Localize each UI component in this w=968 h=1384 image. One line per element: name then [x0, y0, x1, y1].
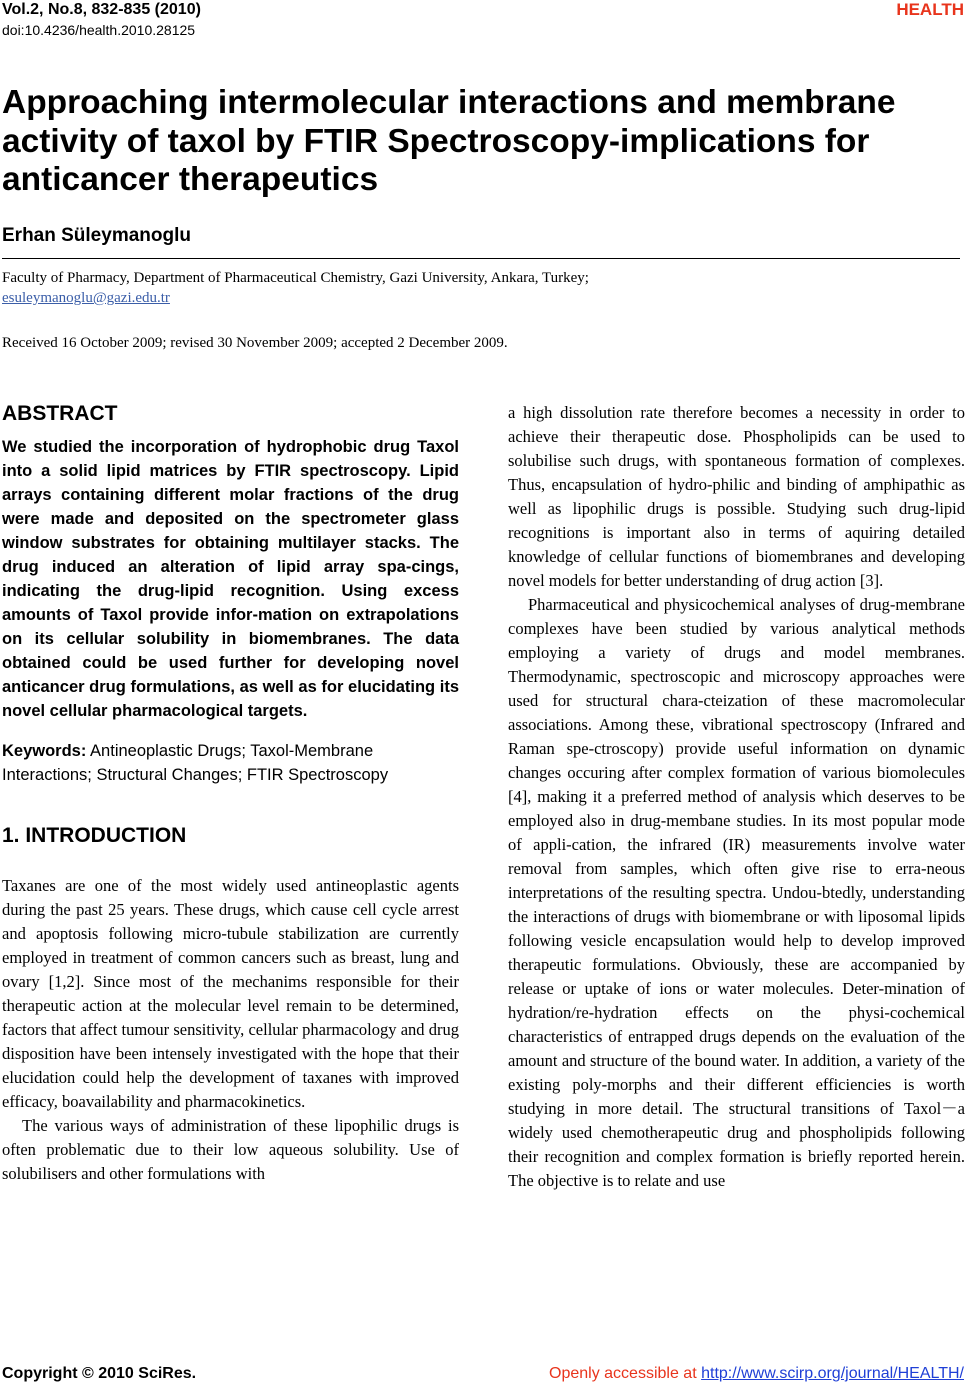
keywords-list: Antineoplastic Drugs; Taxol-Membrane Interactions; Structural Changes; FTIR Spectroscopy: [2, 742, 389, 784]
intro-paragraph-3: Pharmaceutical and physicochemical analyses of drug-membrane complexes have been studied by various analytical methods employing a variety of drugs and model membranes. Thermodynamic, spectroscopic and microscopy approaches were used for structural chara-cteization of these macromolecular associations. Among these, vibrational spectroscopy (Infrared and Raman spe-ctroscopy) provide useful information on dynamic changes occuring after complex formation of various biomolecules [4], making it a preferred method of analysis which deserves to be employed also in drug-membane studies. In its most popular mode of appli-cation, the infrared (IR) measurements involve water removal from samples, which often give rise to erra-neous interpretations of the resulting spectra. Undou-btedly, understanding the interactions of drugs with biomembrane or with liposomal lipids following vesicle encapsulation would help to develop improved therapeutic formulations. Obviously, these are accompanied by release or uptake of ions or water molecules. Deter-mination of hydration/re-hydration effects on the physi-cochemical characteristics of entrapped drugs depends on the evaluation of the amount and structure of the bound water. In addition, a variety of the existing poly-morphs and their different efficiencies is worth studying in more detail. The structural transitions of Taxol－a widely used chemotherapeutic drug and phospholipids following their recognition and complex formation is briefly reported herein. The objective is to relate and use: [508, 595, 965, 1190]
journal-url-link[interactable]: http://www.scirp.org/journal/HEALTH/: [701, 1365, 964, 1382]
keywords-label: Keywords:: [2, 742, 87, 760]
article-dates: Received 16 October 2009; revised 30 November 2009; accepted 2 December 2009.: [2, 335, 508, 351]
introduction-heading: 1. INTRODUCTION: [2, 824, 187, 847]
access-text: Openly accessible at: [549, 1365, 702, 1382]
header-divider: [2, 258, 960, 259]
intro-paragraph-2: The various ways of administration of these lipophilic drugs is often problematic due to their low aqueous solubility. Use of solubilisers and other formulations with: [2, 1116, 459, 1183]
keywords: [2, 739, 459, 787]
volume-info: Vol.2, No.8, 832-835 (2010): [2, 1, 201, 18]
doi: doi:10.4236/health.2010.28125: [2, 22, 196, 38]
author-email-link[interactable]: esuleymanoglu@gazi.edu.tr: [2, 290, 170, 306]
affiliation: Faculty of Pharmacy, Department of Pharmaceutical Chemistry, Gazi University, Ankara, Turkey;: [2, 270, 589, 286]
author-name: Erhan Süleymanoglu: [2, 225, 191, 246]
abstract-heading: ABSTRACT: [2, 402, 118, 425]
copyright: Copyright © 2010 SciRes.: [2, 1365, 197, 1382]
intro-paragraph-1: Taxanes are one of the most widely used antineoplastic agents during the past 25 years. These drugs, which cause cell cycle arrest and apoptosis following micro-tubule stabilization are currently employed in treatment of common cancers such as breast, lung and ovary [1,2]. Since most of the mechanims responsible for their therapeutic action at the molecular level remain to be determined, factors that affect tumour sensitivity, cellular pharmacology and drug disposition have been intensely investigated with the hope that their elucidation could help the development of taxanes with improved efficacy, boavailability and pharmacokinetics.: [2, 876, 459, 1111]
access-notice: [549, 1364, 964, 1384]
abstract-body: We studied the incorporation of hydrophobic drug Taxol into a solid lipid matrices by FTIR spectroscopy. Lipid arrays containing different molar fractions of the drug were made and deposited on the spectrometer glass window substrates for obtaining multilayer stacks. The drug induced an alteration of lipid array spa-cings, indicating the drug-lipid recognition. Using excess amounts of Taxol provide infor-mation on extrapolations on its cellular solubility in biomembranes. The data obtained could be used further for developing novel anticancer drug formulations, as well as for elucidating its novel cellular pharmacological targets.: [2, 438, 459, 720]
journal-name: HEALTH: [896, 0, 964, 19]
intro-paragraph-2-continued: a high dissolution rate therefore becomes a necessity in order to achieve their therapeutic dose. Phospholipids can be used to solubilise such drugs, with spontaneous formation of complexes. Thus, encapsulation of hydro-philic and binding of amphipathic as well as lipophilic drugs is possible. Studying such drug-lipid recognitions is important also in terms of aquiring detailed knowledge of cellular functions of biomembranes and developing novel models for better understanding of drug action [3].: [508, 403, 965, 590]
right-column: [508, 401, 965, 1193]
article-title: Approaching intermolecular interactions and membrane activity of taxol by FTIR Spectroscopy-implications for anticancer therapeutics: [2, 84, 896, 198]
left-column: [2, 400, 459, 1186]
